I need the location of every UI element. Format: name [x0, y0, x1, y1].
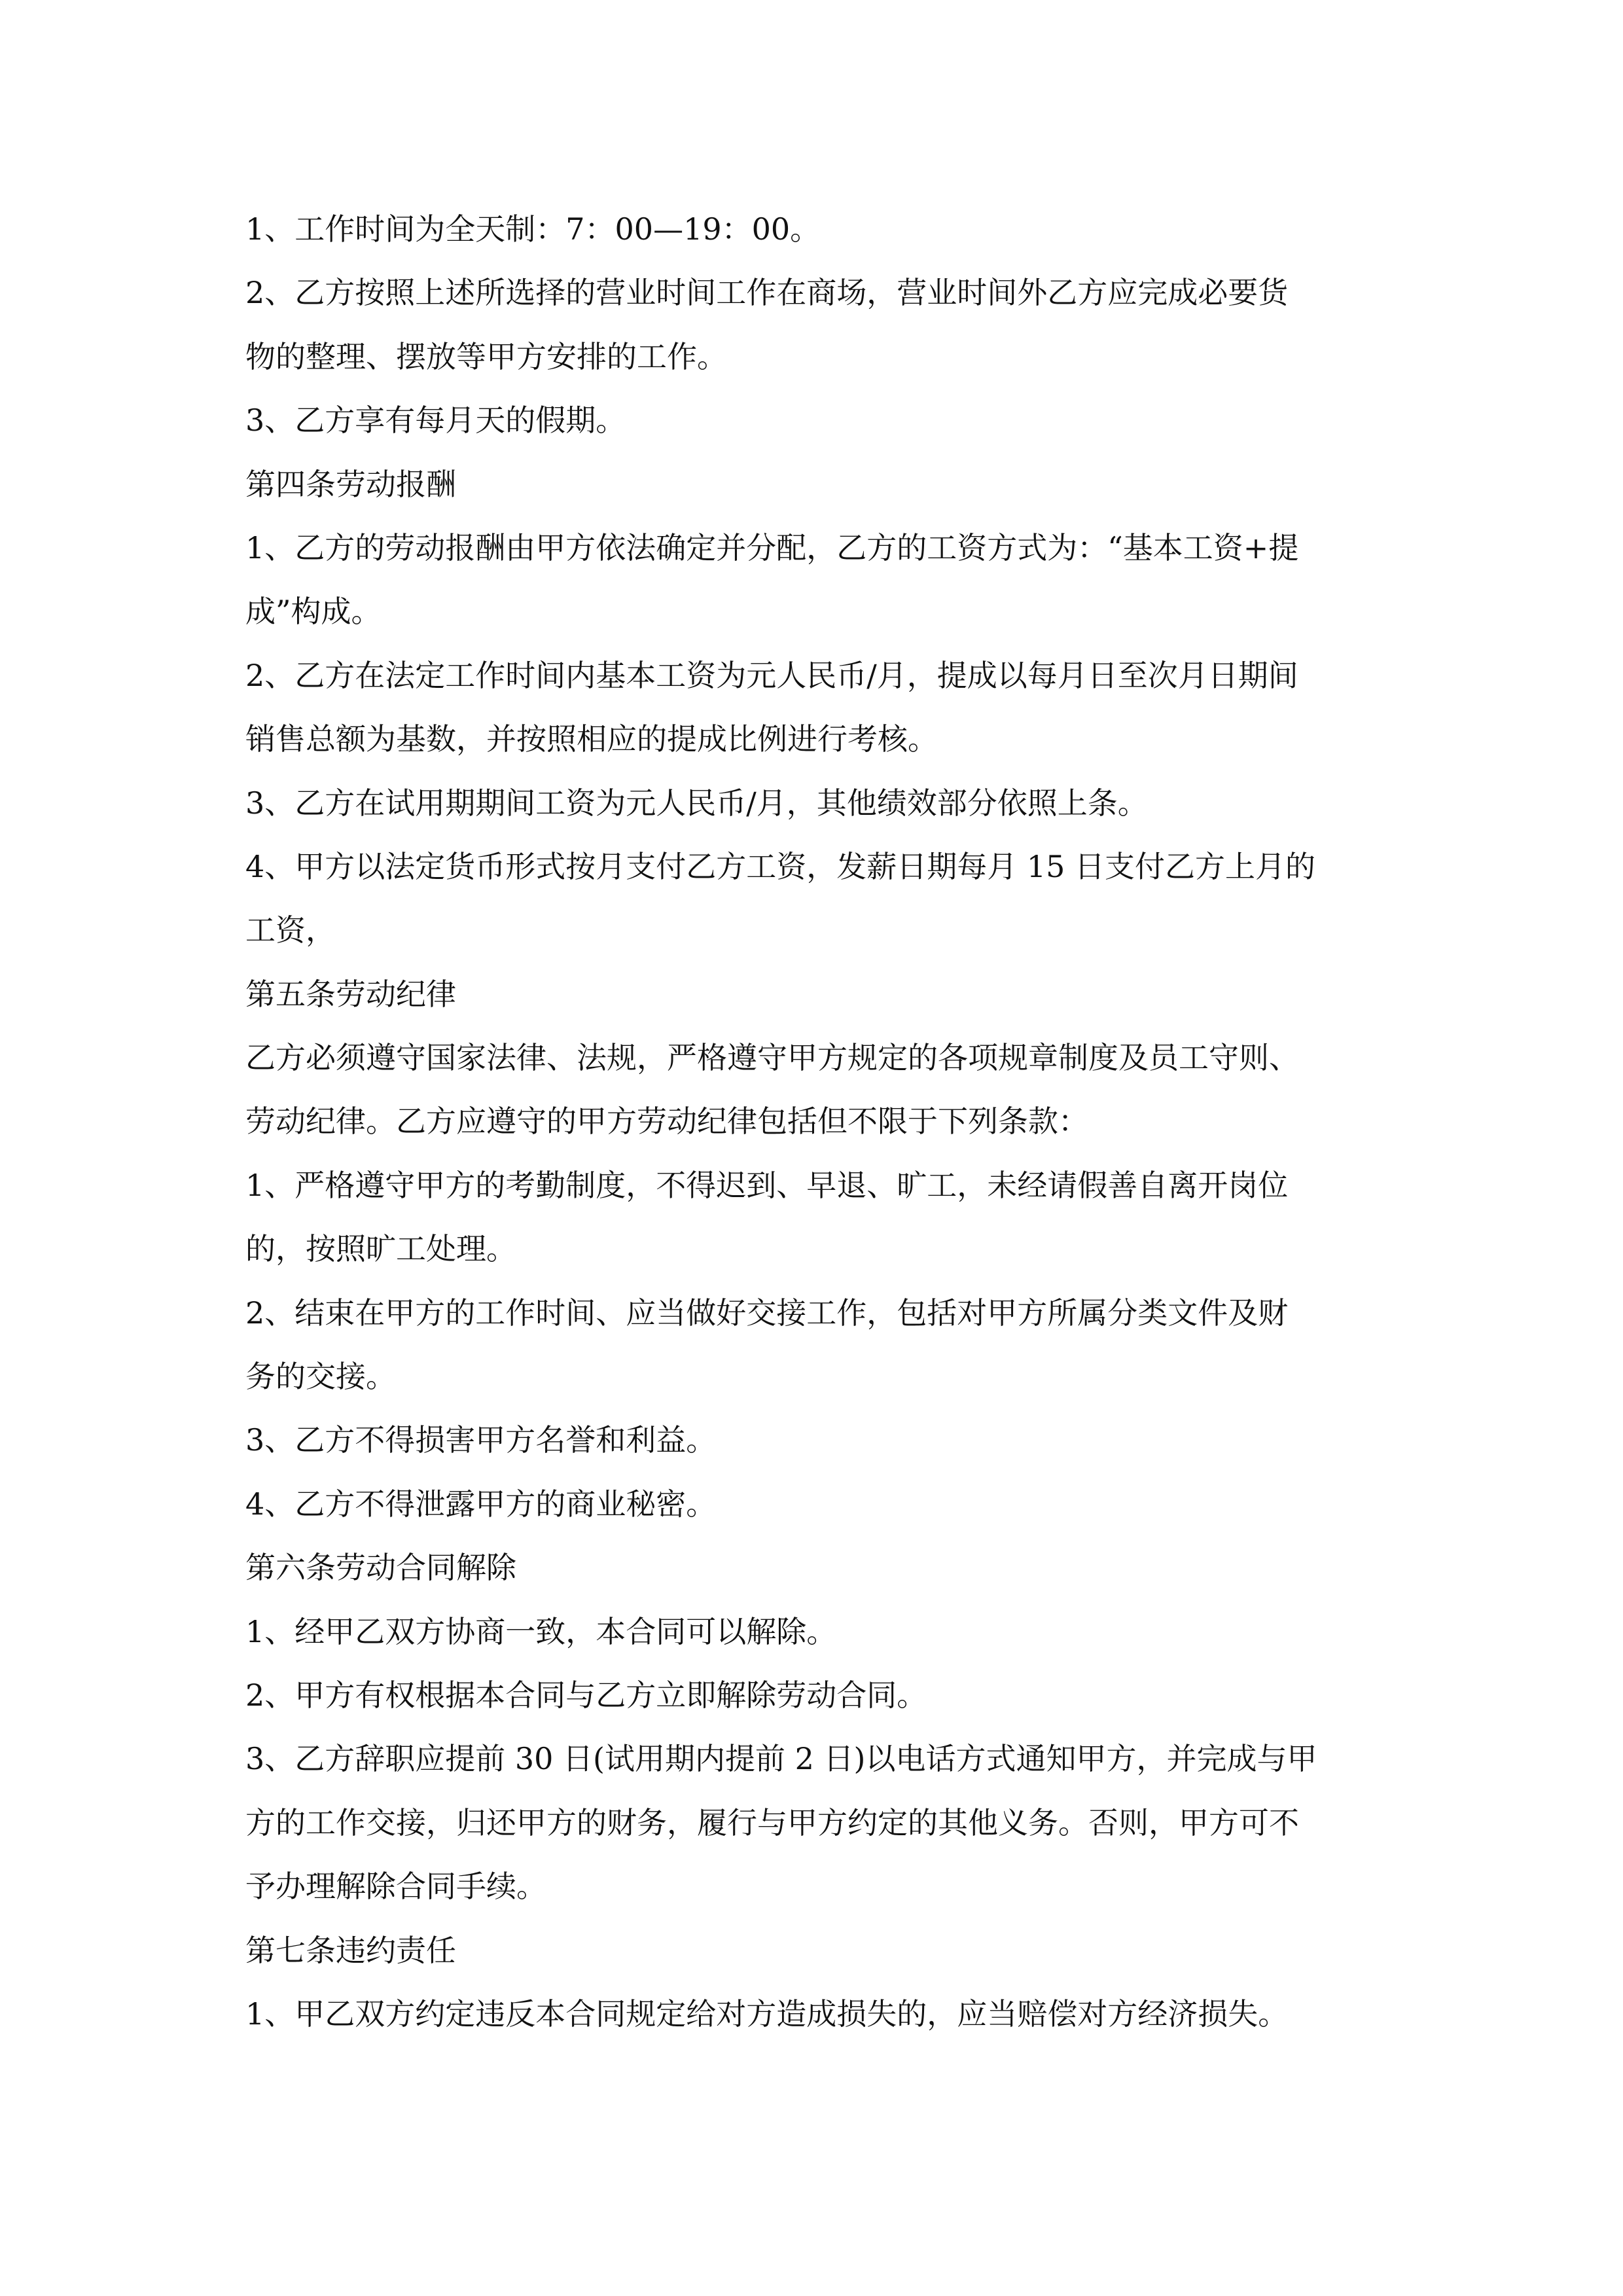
text-line: 1、工作时间为全天制：7：00—19：00。 — [245, 211, 821, 247]
text-line: 销售总额为基数，并按照相应的提成比例进行考核。 — [245, 721, 938, 757]
text-line: 4、甲方以法定货币形式按月支付乙方工资，发薪日期每月 15 日支付乙方上月的 — [245, 848, 1316, 884]
text-line: 2、乙方按照上述所选择的营业时间工作在商场，营业时间外乙方应完成必要货 — [245, 275, 1289, 311]
section-heading: 第七条违约责任 — [245, 1932, 456, 1968]
text-line: 方的工作交接，归还甲方的财务，履行与甲方约定的其他义务。否则，甲方可不 — [245, 1804, 1299, 1840]
text-line: 的，按照旷工处理。 — [245, 1231, 516, 1267]
text-line: 1、甲乙双方约定违反本合同规定给对方造成损失的，应当赔偿对方经济损失。 — [245, 1996, 1289, 2032]
text-line: 1、严格遵守甲方的考勤制度，不得迟到、早退、旷工，未经请假善自离开岗位 — [245, 1167, 1289, 1203]
section-heading: 第五条劳动纪律 — [245, 976, 456, 1012]
text-line: 1、乙方的劳动报酬由甲方依法确定并分配，乙方的工资方式为：“基本工资+提 — [245, 529, 1299, 565]
text-line: 3、乙方不得损害甲方名誉和利益。 — [245, 1422, 717, 1458]
text-line: 2、甲方有权根据本合同与乙方立即解除劳动合同。 — [245, 1677, 927, 1713]
text-line: 工资， — [245, 912, 336, 948]
text-line: 予办理解除合同手续。 — [245, 1869, 546, 1905]
text-line: 4、乙方不得泄露甲方的商业秘密。 — [245, 1486, 717, 1522]
document-body — [245, 198, 1397, 2046]
text-line: 2、结束在甲方的工作时间、应当做好交接工作，包括对甲方所属分类文件及财 — [245, 1295, 1289, 1331]
section-heading: 第六条劳动合同解除 — [245, 1550, 516, 1586]
text-line: 3、乙方辞职应提前 30 日(试用期内提前 2 日)以电话方式通知甲方，并完成与甲 — [245, 1741, 1317, 1777]
text-line: 乙方必须遵守国家法律、法规，严格遵守甲方规定的各项规章制度及员工守则、 — [245, 1040, 1299, 1076]
text-line: 1、经甲乙双方协商一致，本合同可以解除。 — [245, 1613, 837, 1649]
text-line: 3、乙方在试用期期间工资为元人民币/月，其他绩效部分依照上条。 — [245, 785, 1148, 821]
text-line: 劳动纪律。乙方应遵守的甲方劳动纪律包括但不限于下列条款： — [245, 1103, 1088, 1139]
text-line: 物的整理、摆放等甲方安排的工作。 — [245, 338, 727, 374]
section-heading: 第四条劳动报酬 — [245, 466, 456, 502]
text-line: 成”构成。 — [245, 594, 382, 630]
text-line: 3、乙方享有每月天的假期。 — [245, 403, 626, 439]
text-line: 务的交接。 — [245, 1359, 396, 1395]
text-line: 2、乙方在法定工作时间内基本工资为元人民币/月，提成以每月日至次月日期间 — [245, 657, 1298, 693]
